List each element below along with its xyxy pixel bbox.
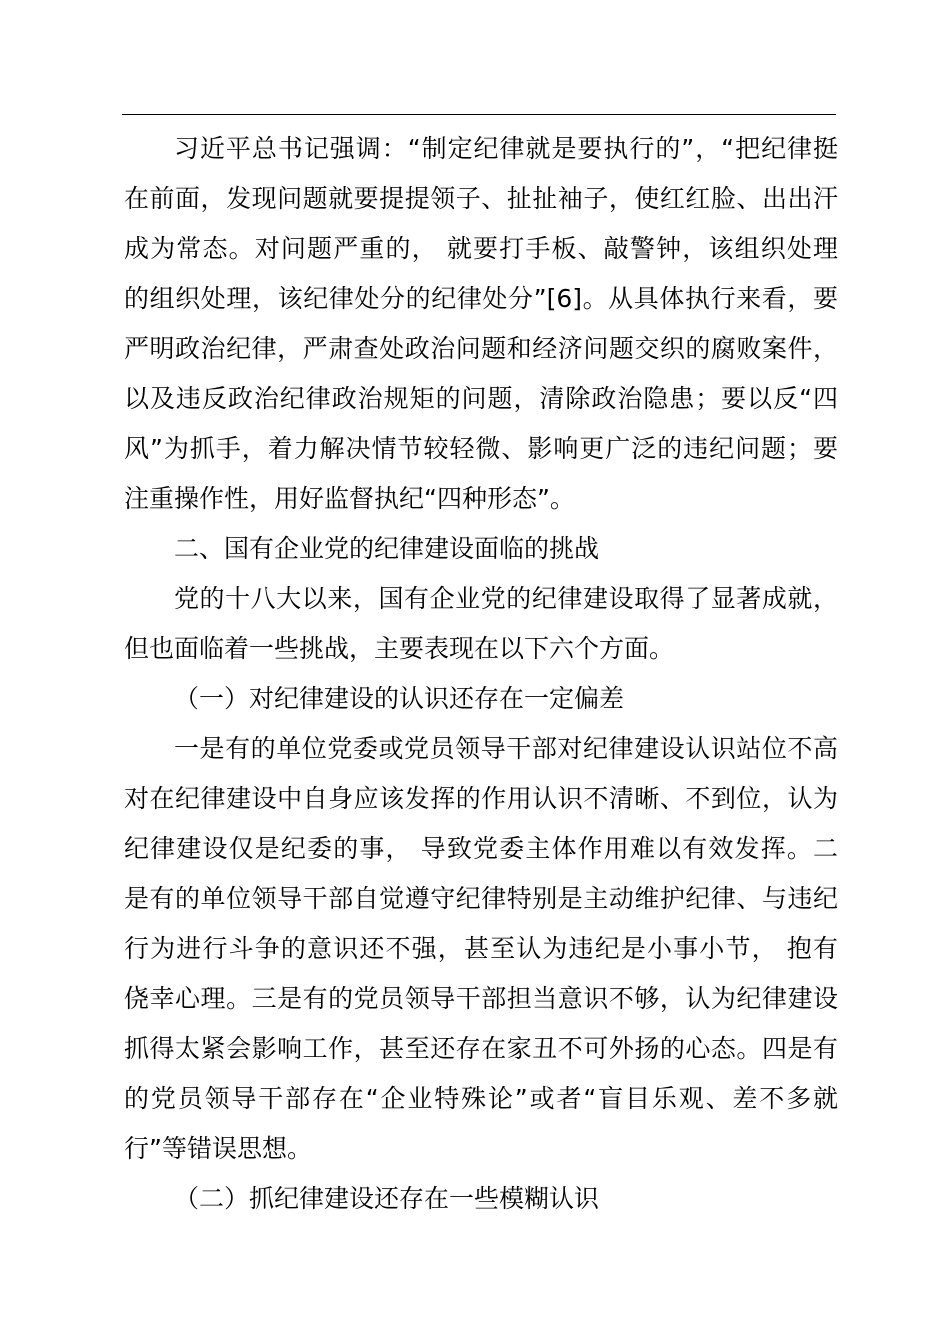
text-line: 行为进行斗争的意识还不强，甚至认为违纪是小事小节， 抱有 bbox=[124, 934, 838, 963]
text-line: 在前面，发现问题就要提提领子、扯扯袖子，使红红脸、出出汗 bbox=[124, 184, 838, 213]
text-line: 但也面临着一些挑战，主要表现在以下六个方面。 bbox=[124, 634, 675, 663]
text-line: 对在纪律建设中自身应该发挥的作用认识不清晰、不到位，认为 bbox=[124, 784, 838, 813]
text-line: 的组织处理，该纪律处分的纪律处分”[6]。从具体执行来看，要 bbox=[124, 284, 838, 313]
text-line: 行”等错误思想。 bbox=[124, 1134, 312, 1163]
text-line: 侥幸心理。三是有的党员领导干部担当意识不够，认为纪律建设 bbox=[124, 984, 838, 1013]
text-line: （二）抓纪律建设还存在一些模糊认识 bbox=[174, 1184, 600, 1213]
text-line: 一是有的单位党委或党员领导干部对纪律建设认识站位不高 bbox=[174, 734, 838, 763]
text-line: 纪律建设仅是纪委的事， 导致党委主体作用难以有效发挥。二 bbox=[124, 834, 838, 863]
text-line: 是有的单位领导干部自觉遵守纪律特别是主动维护纪律、与违纪 bbox=[124, 884, 838, 913]
text-line: 以及违反政治纪律政治规矩的问题，清除政治隐患；要以反“四 bbox=[124, 384, 838, 413]
text-line: 成为常态。对问题严重的， 就要打手板、敲警钟，该组织处理 bbox=[124, 234, 838, 263]
text-line: （一）对纪律建设的认识还存在一定偏差 bbox=[174, 684, 625, 713]
document-body bbox=[124, 124, 838, 1224]
text-line: 风”为抓手，着力解决情节较轻微、影响更广泛的违纪问题；要 bbox=[124, 434, 838, 463]
text-line: 抓得太紧会影响工作，甚至还存在家丑不可外扬的心态。四是有 bbox=[124, 1034, 838, 1063]
text-line: 的党员领导干部存在“企业特殊论”或者“盲目乐观、差不多就 bbox=[124, 1084, 838, 1113]
text-line: 注重操作性，用好监督执纪“四种形态”。 bbox=[124, 484, 575, 513]
text-line: 二、国有企业党的纪律建设面临的挑战 bbox=[174, 534, 600, 563]
text-line: 严明政治纪律，严肃查处政治问题和经济问题交织的腐败案件， bbox=[124, 334, 838, 363]
text-line: 习近平总书记强调：“制定纪律就是要执行的”，“把纪律挺 bbox=[174, 134, 838, 163]
text-line: 党的十八大以来，国有企业党的纪律建设取得了显著成就， bbox=[174, 584, 838, 613]
header-rule bbox=[122, 114, 836, 115]
